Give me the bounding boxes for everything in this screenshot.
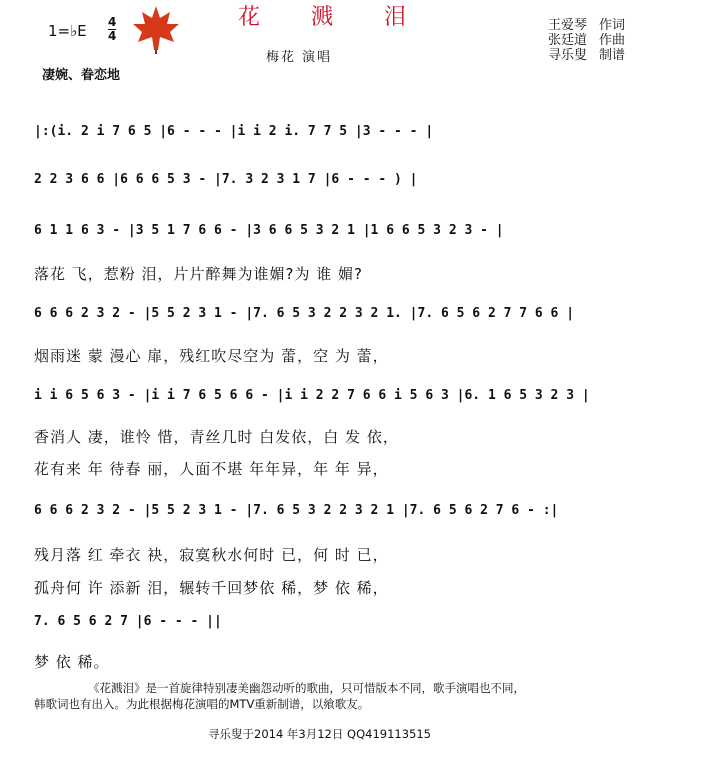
lyric-line-5: 梦 依 稀。	[34, 653, 110, 671]
maple-leaf-icon	[130, 2, 182, 54]
page-title: 花 溅 泪	[238, 5, 428, 30]
credit-composer: 张廷道 作曲	[548, 33, 626, 48]
score-row-7-notes: 7. 6 5 6 2 7 |6 - - - ||	[34, 614, 222, 629]
score-row-3-notes: 6 1 1 6 3 - |3 5 1 7 6 6 - |3 6 6 5 3 2 1 |1 6 6 5 3 2 3 - |	[34, 223, 504, 238]
lyric-line-2: 烟雨迷 蒙 漫心 扉，残红吹尽空为 蕾，空 为 蕾，	[34, 347, 389, 365]
score-row-5-notes: i i 6 5 6 3 - |i i 7 6 5 6 6 - |i i 2 2 7 6 6 i 5 6 3 |6. 1 6 5 3 2 3 |	[34, 388, 590, 403]
footer-note-line-2: 韩歌词也有出入。为此根据梅花演唱的MTV重新制谱，以飨歌友。	[34, 697, 370, 711]
footer-note-line-1: 《花溅泪》是一首旋律特别凄美幽怨动听的歌曲，只可惜版本不同，歌手演唱也不同，	[88, 681, 525, 695]
lyric-line-3a: 香消人 凄，谁怜 惜，青丝几时 白发依，白 发 依，	[34, 428, 399, 446]
score-row-2-notes: 2 2 3 6 6 |6 6 6 5 3 - |7. 3 2 3 1 7 |6 - - - ) |	[34, 172, 418, 187]
lyric-line-1: 落花 飞，惹粉 泪，片片醉舞为谁媚?为 谁 媚?	[34, 265, 363, 283]
score-row-4-notes: 6 6 6 2 3 2 - |5 5 2 3 1 - |7. 6 5 3 2 2 3 2 1. |7. 6 5 6 2 7 7 6 6 |	[34, 306, 575, 321]
credit-lyricist: 王爱琴 作词	[548, 18, 626, 33]
footer-signature: 寻乐叟于2014 年3月12日 QQ419113515	[208, 727, 431, 741]
lyric-line-3b: 花有来 年 待春 丽，人面不堪 年年异，年 年 异，	[34, 460, 389, 478]
time-signature	[108, 16, 116, 43]
credit-transcriber: 寻乐叟 制谱	[548, 48, 626, 63]
lyric-line-4b: 孤舟何 许 添新 泪，辗转千回梦依 稀，梦 依 稀，	[34, 579, 389, 597]
credits-block	[548, 18, 625, 63]
mood-marking: 凄婉、眷恋地	[42, 68, 121, 83]
time-bottom: 4	[108, 29, 117, 43]
time-top: 4	[108, 15, 117, 29]
lyric-line-4a: 残月落 红 牵衣 袂，寂寞秋水何时 已，何 时 已，	[34, 546, 389, 564]
score-row-6-notes: 6 6 6 2 3 2 - |5 5 2 3 1 - |7. 6 5 3 2 2 3 2 1 |7. 6 5 6 2 7 6 - :|	[34, 503, 559, 518]
singer-credit: 梅花 演唱	[266, 50, 333, 65]
score-row-1-notes: |:(i. 2 i 7 6 5 |6 - - - |i i 2 i. 7 7 5 |3 - - - |	[34, 124, 434, 139]
key-signature: 1=♭E	[48, 22, 87, 40]
footer-note	[34, 680, 525, 712]
